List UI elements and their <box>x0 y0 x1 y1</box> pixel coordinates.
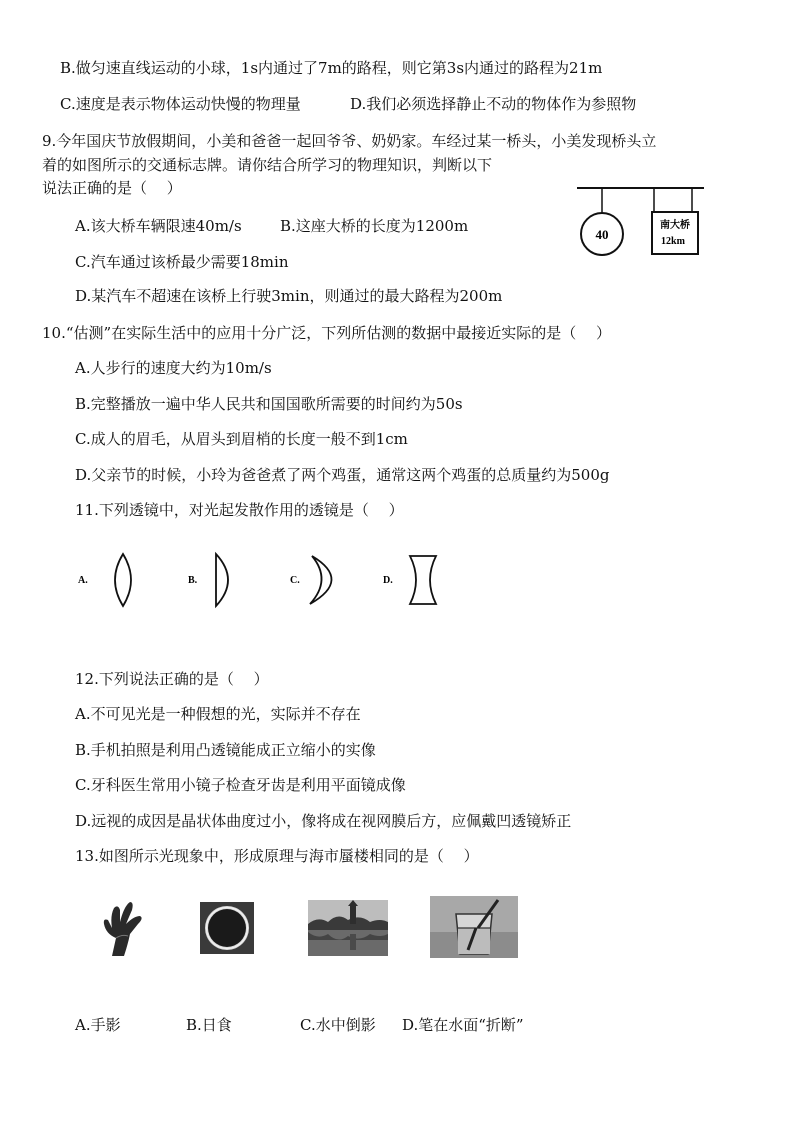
q9-stem-line3: 说法正确的是（ ） <box>42 179 182 197</box>
q9-stem-line1: 9.今年国庆节放假期间，小美和爸爸一起回爷爷、奶奶家。车经过某一桥头，小美发现桥头立 <box>42 132 657 150</box>
q13-option-d: D.笔在水面“折断” <box>402 1016 524 1034</box>
q12-option-d: D.远视的成因是晶状体曲度过小，像将成在视网膜后方，应佩戴凹透镜矫正 <box>75 812 572 830</box>
q8-option-b: B.做匀速直线运动的小球，1s内通过了7m的路程，则它第3s内通过的路程为21m <box>60 59 603 77</box>
q13-option-c: C.水中倒影 <box>300 1016 376 1034</box>
bridge-name: 南大桥 <box>660 220 690 231</box>
q8-option-d: D.我们必须选择静止不动的物体作为参照物 <box>350 95 637 113</box>
pencil-in-water-image <box>430 896 518 958</box>
q13-option-b: B.日食 <box>186 1016 232 1034</box>
biconcave-lens-icon <box>410 556 436 604</box>
lens-b-label: B. <box>188 575 198 586</box>
q12-option-b: B.手机拍照是利用凸透镜能成正立缩小的实像 <box>75 741 376 759</box>
q9-option-c: C.汽车通过该桥最少需要18min <box>75 253 289 271</box>
lens-c-label: C. <box>290 575 300 586</box>
speed-limit-value: 40 <box>595 227 609 242</box>
hand-shadow-image <box>98 898 146 960</box>
q9-option-a: A.该大桥车辆限速40m/s <box>75 217 242 235</box>
q10-option-a: A.人步行的速度大约为10m/s <box>75 359 272 377</box>
q11-stem: 11.下列透镜中，对光起发散作用的透镜是（ ） <box>75 501 404 519</box>
solar-eclipse-image <box>200 902 254 954</box>
bridge-distance: 12km <box>661 236 685 247</box>
q10-option-b: B.完整播放一遍中华人民共和国国歌所需要的时间约为50s <box>75 395 463 413</box>
q12-option-a: A.不可见光是一种假想的光，实际并不存在 <box>75 705 361 723</box>
traffic-sign-figure <box>572 178 712 268</box>
lens-a-label: A. <box>78 575 88 586</box>
q9-stem-line2: 着的如图所示的交通标志牌。请你结合所学习的物理知识，判断以下 <box>42 156 493 174</box>
bridge-distance-sign <box>652 212 698 254</box>
water-reflection-image <box>308 900 388 956</box>
q10-option-d: D.父亲节的时候，小玲为爸爸煮了两个鸡蛋，通常这两个鸡蛋的总质量约为500g <box>75 466 610 484</box>
lens-d-label: D. <box>383 575 393 586</box>
q12-option-c: C.牙科医生常用小镜子检查牙齿是利用平面镜成像 <box>75 776 406 794</box>
lens-figure <box>70 548 450 612</box>
q9-option-b: B.这座大桥的长度为1200m <box>280 217 469 235</box>
q13-option-a: A.手影 <box>75 1016 121 1034</box>
q8-option-c: C.速度是表示物体运动快慢的物理量 <box>60 95 301 113</box>
q12-stem: 12.下列说法正确的是（ ） <box>75 670 269 688</box>
q10-stem: 10.“估测”在实际生活中的应用十分广泛，下列所估测的数据中最接近实际的是（ ） <box>42 324 611 342</box>
biconvex-lens-icon <box>115 554 131 606</box>
meniscus-lens-icon <box>310 556 332 604</box>
q9-option-d: D.某汽车不超速在该桥上行驶3min，则通过的最大路程为200m <box>75 287 503 305</box>
q13-stem: 13.如图所示光现象中，形成原理与海市蜃楼相同的是（ ） <box>75 847 479 865</box>
q10-option-c: C.成人的眉毛，从眉头到眉梢的长度一般不到1cm <box>75 430 408 448</box>
plano-convex-lens-icon <box>216 554 228 606</box>
